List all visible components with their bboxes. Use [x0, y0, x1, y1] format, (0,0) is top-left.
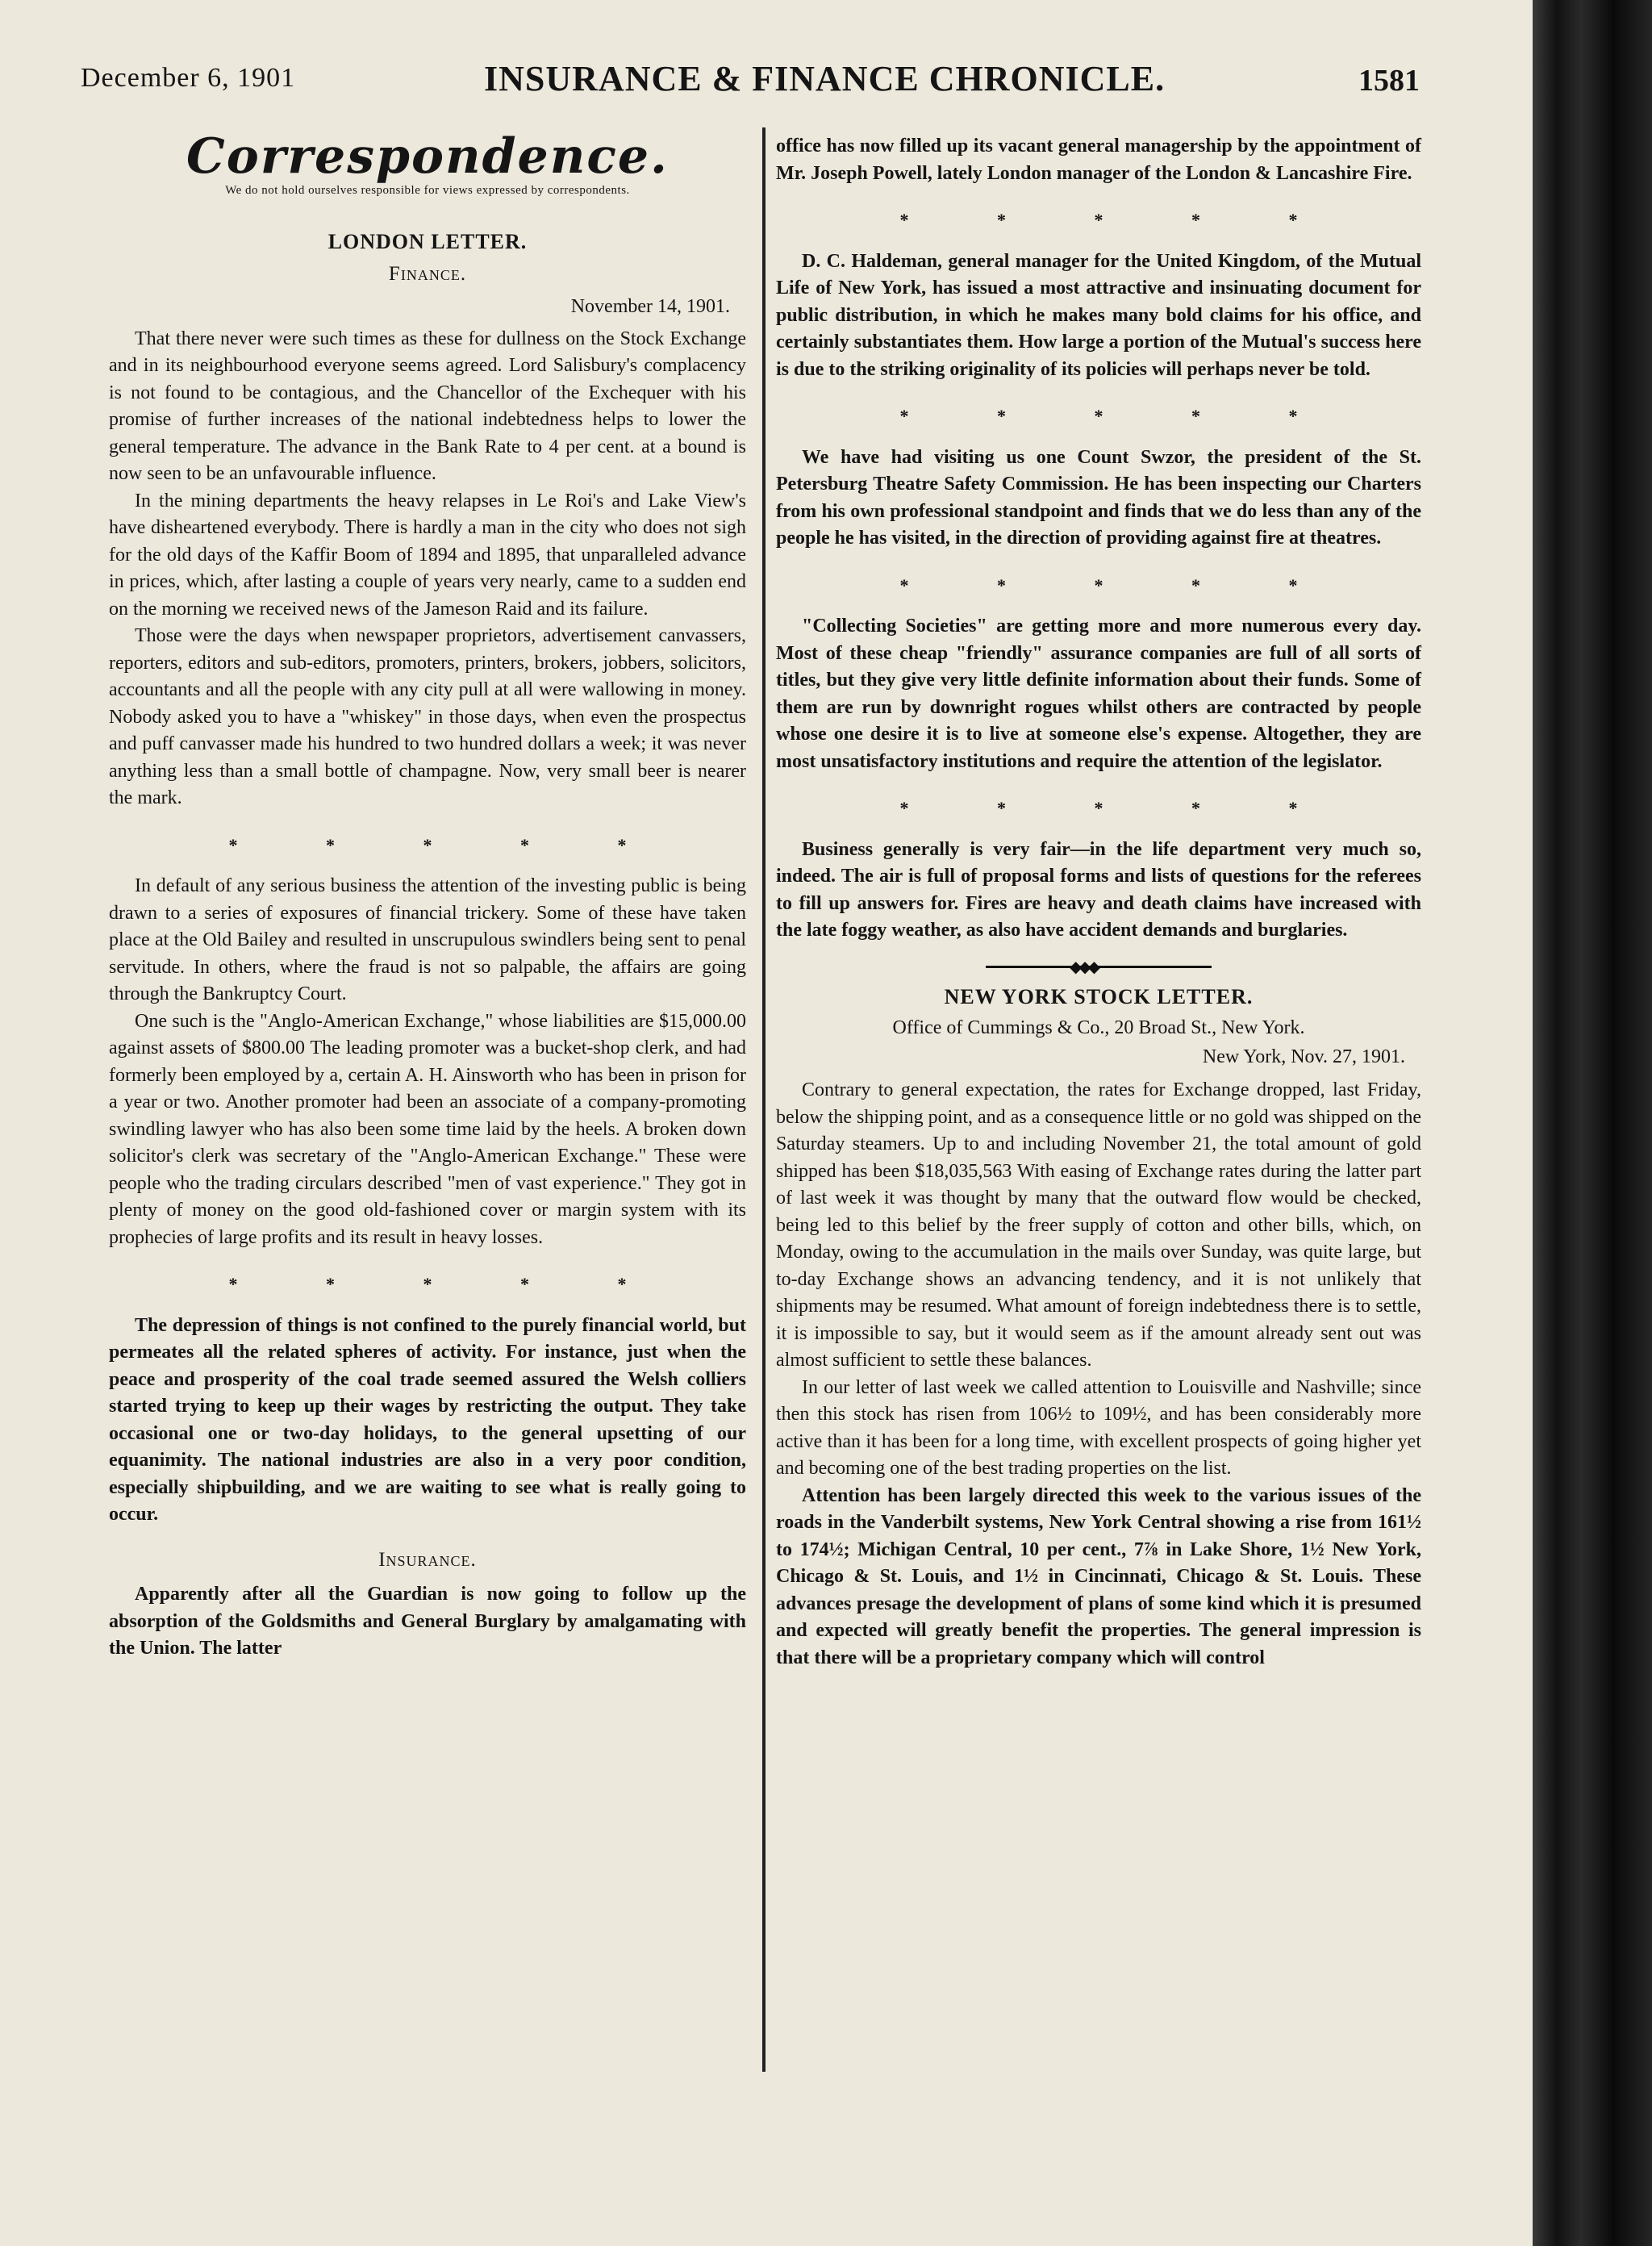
section-separator-stars: * * * * *	[228, 834, 669, 855]
correspondence-disclaimer: We do not hold ourselves responsible for views expressed by correspondents.	[225, 183, 630, 197]
ornamental-rule	[986, 961, 1212, 972]
article-paragraph: D. C. Haldeman, general manager for the United Kingdom, of the Mutual Life of New York, has issued a most attractive and insinuating document for public distribution, in which he makes many bold claims for his office, and certainly substantiates them. How large a portion of the Mutual's success here is due to the striking originality of its policies will perhaps never be told.	[776, 250, 1421, 380]
article-paragraph: Those were the days when newspaper proprietors, advertisement canvassers, reporters, editors and sub-editors, promoters, printers, brokers, jobbers, solicitors, accountants and all the people with any city pull at all were wallowing in money. Nobody asked you to have a "whiskey" in those days, when even the prospectus and puff canvasser made his hundred to two hundred dollars a week; it was never anything less than a small bottle of champagne. Now, very small beer is nearer the mark.	[109, 625, 746, 808]
insurance-subheading: Insurance.	[378, 1548, 477, 1571]
section-separator-stars: * * * * *	[899, 574, 1340, 595]
ny-letter-heading: NEW YORK STOCK LETTER.	[944, 984, 1254, 1008]
article-paragraph: Attention has been largely directed this week to the various issues of the roads in the Vanderbilt systems, New York Central showing a rise from 161½ to 174½; Michigan Central, 10 per cent., 7⅞ in Lake Shore, 1½ New York, Chicago & St. Louis, and 1½ in Cincinnati, Chicago & St. Louis. These advances presage the development of plans of some kind which it is presumed and expected will greatly benefit the properties. The general impression is that there will be a proprietary company which will control	[776, 1484, 1421, 1668]
ny-office-line: Office of Cummings & Co., 20 Broad St., New York.	[892, 1017, 1305, 1038]
article-paragraph: The depression of things is not confined to the purely financial world, but permeates all the related spheres of activity. For instance, just when the peace and prosperity of the coal trade seemed assured the Welsh colliers started trying to keep up their wages by restricting the output. They take occasional one or two-day holidays, to the general upsetting of our equanimity. The national industries are also in a very poor condition, especially shipbuilding, and we are waiting to see what is really going to occur.	[109, 1314, 746, 1525]
issue-date: December 6, 1901	[81, 63, 296, 93]
london-letter-heading: LONDON LETTER.	[327, 230, 528, 253]
correspondence-title: Correspondence.	[186, 128, 669, 185]
section-separator-stars: * * * * *	[899, 798, 1340, 818]
article-paragraph: In the mining departments the heavy relapses in Le Roi's and Lake View's have disheartened everybody. There is hardly a man in the city who does not sigh for the old days of the Kaffir Boom of 1894 and 1895, that unparalleled advance in prices, which, after lasting a couple of years very nearly, came to a sudden end on the morning we received news of the Jameson Raid and its failure.	[109, 490, 746, 620]
column-divider	[762, 127, 766, 2072]
article-paragraph: That there never were such times as these for dullness on the Stock Exchange and in its neighbourhood everyone seems agreed. Lord Salisbury's complacency is not found to be contagious, and the Chancellor of the Exchequer with his promise of further increases of the national indebtedness helps to lower the general temperature. The advance in the Bank Rate to 4 per cent. at a bound is now seen to be an unfavourable influence.	[109, 328, 746, 484]
section-separator-stars: * * * * *	[228, 1274, 669, 1294]
section-separator-stars: * * * * *	[899, 210, 1340, 230]
article-paragraph: "Collecting Societies" are getting more and more numerous every day. Most of these cheap "friendly" assurance companies are full of all sorts of titles, but they give very little definite information about their funds. Some of them are run by downright rogues whilst others are contracted by people whose one desire it is to live at someone else's expense. Altogether, they are most unsatisfactory institutions and require the attention of the legislator.	[776, 616, 1421, 772]
article-paragraph: Apparently after all the Guardian is now going to follow up the absorption of the Goldsmiths and General Burglary by amalgamating with the Union. The latter	[109, 1584, 746, 1659]
article-paragraph: One such is the "Anglo-American Exchange," whose liabilities are $15,000.00 against assets of $800.00 The leading promoter was a bucket-shop clerk, and had formerly been employed by a, certain A. H. Ainsworth who has been in prison for a year or two. Another promoter had been an associate of a company-promoting swindling lawyer who has also been some time laid by the heels. A broken down solicitor's clerk was secretary of the "Anglo-American Exchange." These were people who the trading circulars described "men of vast experience." They got in plenty of money on the good old-fashioned cover or margin system with its prophecies of large profits and its result in heavy losses.	[109, 1010, 746, 1248]
london-letter-date: November 14, 1901.	[570, 296, 730, 317]
page-header	[81, 58, 1420, 106]
article-paragraph: In default of any serious business the attention of the investing public is being drawn to a series of exposures of financial trickery. Some of these have taken place at the Old Bailey and resulted in unscrupulous swindlers being sent to penal servitude. In others, where the fraud is not so palpable, the affairs are going through the Bankruptcy Court.	[109, 875, 746, 1004]
page-number: 1581	[1358, 64, 1420, 98]
section-separator-stars: * * * * *	[899, 406, 1340, 426]
article-paragraph: We have had visiting us one Count Swzor, the president of the St. Petersburg Theatre Safety Commission. He has been inspecting our Charters from his own professional standpoint and finds that we do less than any of the people he has visited, in the direction of providing against fire at theatres.	[776, 446, 1421, 549]
article-paragraph: In our letter of last week we called attention to Louisville and Nashville; since then this stock has risen from 106½ to 109½, and has been considerably more active than it has been for a long time, with excellent prospects of going higher yet and becoming one of the best trading properties on the list.	[776, 1376, 1421, 1479]
publication-title: INSURANCE & FINANCE CHRONICLE.	[484, 59, 1166, 98]
book-binding-edge	[1533, 0, 1652, 2246]
article-paragraph: Contrary to general expectation, the rates for Exchange dropped, last Friday, below the shipping point, and as a consequence little or no gold was shipped on the Saturday steamers. Up to and including November 21, the total amount of gold shipped has been $18,035,563 With easing of Exchange rates during the latter part of last week it was thought by many that the outward flow would be checked, being led to this belief by the freer supply of cotton and other bills, which, on Monday, owing to the accumulation in the mails over Sunday, was quite large, but to-day Exchange shows an advancing tendency, and it is not unlikely that shipments may be resumed. What amount of foreign indebtedness there is to settle, it is impossible to say, but it would seem as if the amount already sent out was almost sufficient to settle these balances.	[776, 1079, 1421, 1371]
ny-letter-date: New York, Nov. 27, 1901.	[1202, 1046, 1405, 1067]
right-column	[776, 133, 1421, 1672]
left-column	[109, 128, 746, 1663]
article-paragraph-continued: office has now filled up its vacant general managership by the appointment of Mr. Joseph Powell, lately London manager of the London & Lancashire Fire.	[776, 136, 1421, 184]
article-paragraph: Business generally is very fair—in the life department very much so, indeed. The air is full of proposal forms and lists of questions for the referees to fill up answers for. Fires are heavy and death claims have increased with the late foggy weather, as also have accident demands and burglaries.	[776, 838, 1421, 941]
finance-subheading: Finance.	[388, 262, 467, 285]
